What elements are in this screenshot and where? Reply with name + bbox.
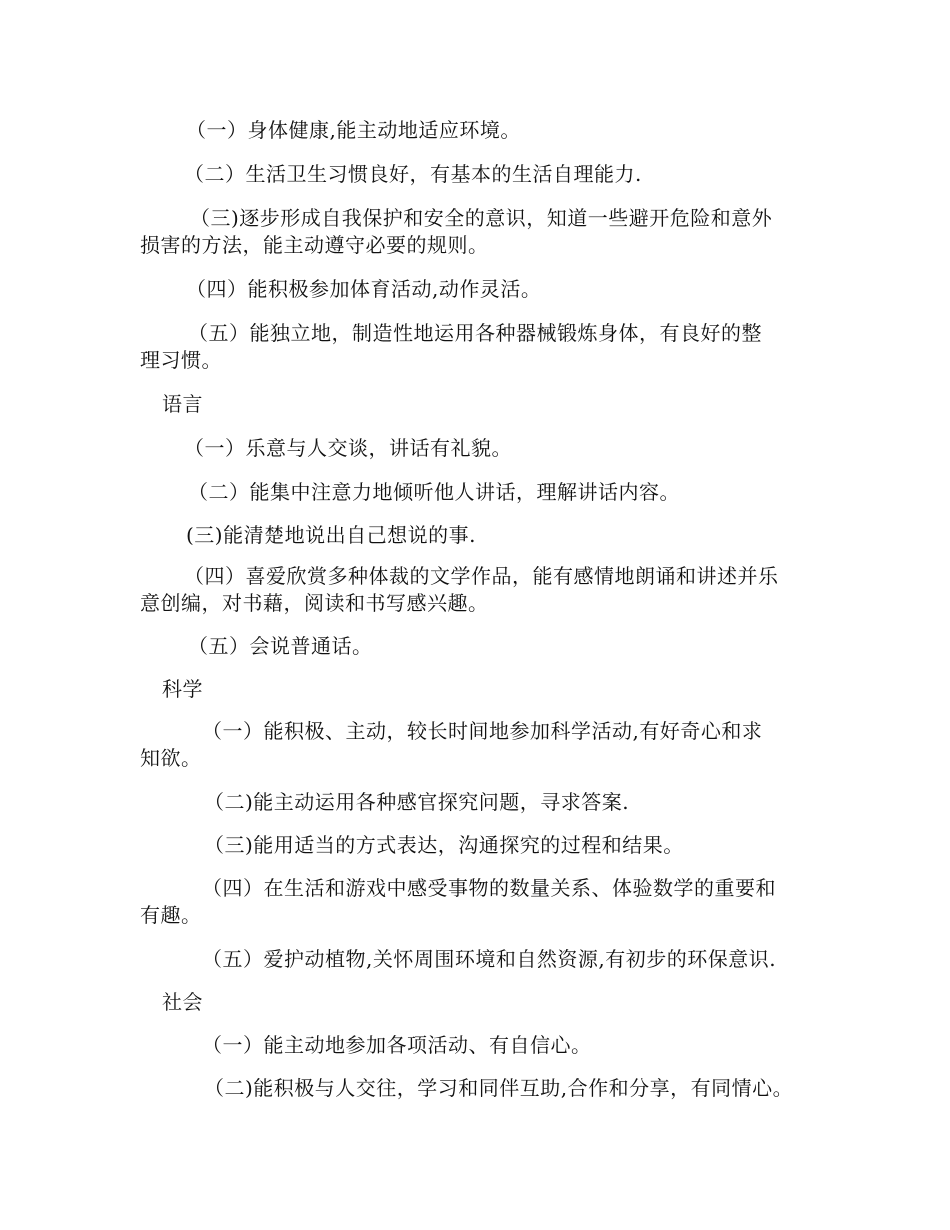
science-item-4-cont: 有趣。 — [140, 903, 202, 927]
health-item-3-cont: 损害的方法，能主动遵守必要的规则。 — [140, 233, 489, 257]
science-item-2: （二)能主动运用各种感官探究问题，寻求答案. — [204, 790, 630, 814]
health-item-5-cont: 理习惯。 — [140, 348, 222, 372]
health-item-4: （四）能积极参加体育活动,动作灵活。 — [186, 277, 542, 301]
society-item-1: （一）能主动地参加各项活动、有自信心。 — [202, 1033, 592, 1057]
society-item-2: （二)能积极与人交往，学习和同伴互助,合作和分享，有同情心。 — [204, 1076, 794, 1100]
science-heading: 科学 — [162, 677, 203, 701]
science-item-4: （四）在生活和游戏中感受事物的数量关系、体验数学的重要和 — [202, 876, 776, 900]
health-item-5: （五）能独立地，制造性地运用各种器械锻炼身体，有良好的整 — [188, 321, 762, 345]
language-item-4-cont: 意创编，对书藉，阅读和书写感兴趣。 — [140, 591, 489, 615]
science-item-5: （五）爱护动植物,关怀周围环境和自然资源,有初步的环保意识. — [202, 947, 777, 971]
society-heading: 社会 — [162, 990, 203, 1014]
health-item-2: （二）生活卫生习惯良好，有基本的生活自理能力. — [184, 162, 642, 186]
language-item-2: （二）能集中注意力地倾听他人讲话，理解讲话内容。 — [188, 480, 680, 504]
science-item-1-cont: 知欲。 — [140, 746, 202, 770]
language-item-3: (三)能清楚地说出自己想说的事. — [186, 523, 476, 547]
health-item-3: （三)逐步形成自我保护和安全的意识，知道一些避开危险和意外 — [190, 206, 773, 230]
science-item-3: （三)能用适当的方式表达，沟通探究的过程和结果。 — [204, 833, 684, 857]
health-item-1: （一）身体健康,能主动地适应环境。 — [186, 118, 521, 142]
language-item-1: （一）乐意与人交谈，讲话有礼貌。 — [184, 436, 512, 460]
science-item-1: （一）能积极、主动，较长时间地参加科学活动,有好奇心和求 — [202, 719, 763, 743]
language-item-5: （五）会说普通话。 — [188, 634, 373, 658]
language-item-4: （四）喜爱欣赏多种体裁的文学作品，能有感情地朗诵和讲述并乐 — [184, 564, 779, 588]
language-heading: 语言 — [162, 392, 203, 416]
